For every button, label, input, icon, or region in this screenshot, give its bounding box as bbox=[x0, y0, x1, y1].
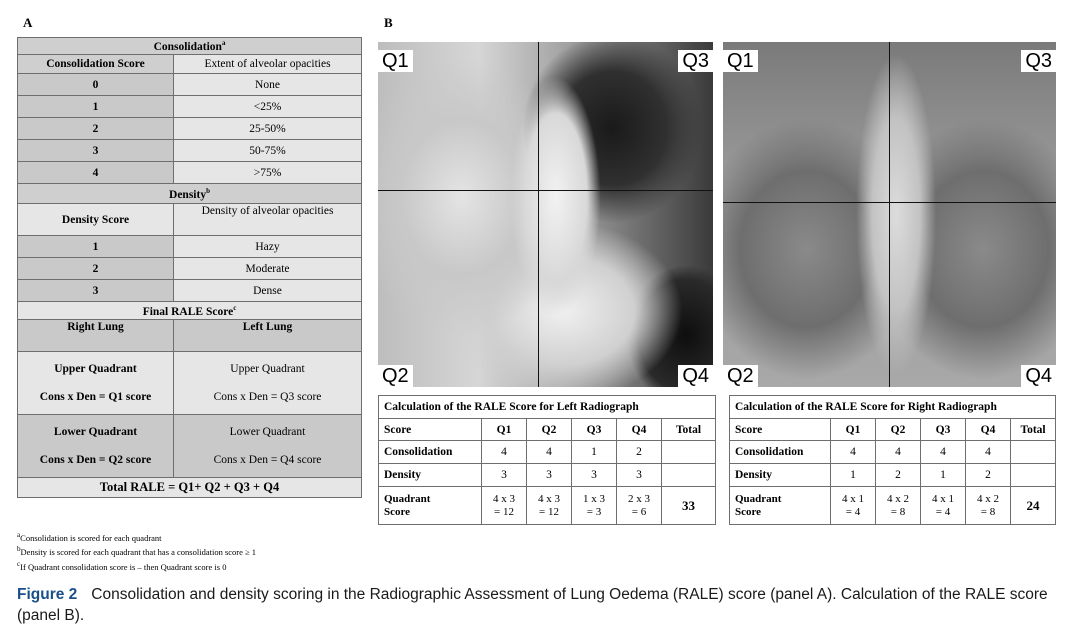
right-q2-label: Q2 bbox=[723, 365, 758, 387]
quadrant-formula: Cons x Den = Q4 score bbox=[213, 454, 322, 466]
consolidation-cell: 4 bbox=[482, 441, 527, 464]
density-cell: 1 bbox=[921, 464, 966, 487]
quadrant-divider-horizontal bbox=[723, 202, 1056, 203]
footnote: $^a$Consolidation is scored for each quadrant bbox=[17, 531, 162, 543]
total-score-cell: 24 bbox=[1011, 487, 1056, 525]
quadrant-formula: Cons x Den = Q3 score bbox=[213, 391, 322, 403]
left-q3-label: Q3 bbox=[678, 50, 713, 72]
quadrant-title: Lower Quadrant bbox=[229, 426, 306, 438]
consolidation-cell: 2 bbox=[617, 441, 662, 464]
quadrant-divider-horizontal bbox=[378, 190, 713, 191]
right-upper-quadrant bbox=[18, 352, 174, 415]
q3-header: Q3 bbox=[921, 419, 966, 441]
cons-extent-cell: 50-75% bbox=[174, 140, 362, 162]
cons-score-cell: 1 bbox=[18, 96, 174, 118]
left-calc-table bbox=[378, 395, 716, 525]
panel-a-label: A bbox=[23, 15, 33, 30]
cons-score-cell: 3 bbox=[18, 140, 174, 162]
cons-extent-cell: None bbox=[174, 74, 362, 96]
left-q2-label: Q2 bbox=[378, 365, 413, 387]
density-cell: 3 bbox=[482, 464, 527, 487]
right-q1-label: Q1 bbox=[723, 50, 758, 72]
consolidation-header: Consolidation$^a$ bbox=[18, 38, 362, 55]
right-q3-label: Q3 bbox=[1021, 50, 1056, 72]
quadrant-formula: Cons x Den = Q1 score bbox=[39, 391, 152, 403]
quadrant-score-cell: 4 x 1 = 4 bbox=[921, 487, 966, 525]
quadrant-score-row-label: Quadrant Score bbox=[379, 487, 482, 525]
right-calc-title: Calculation of the RALE Score for Right Radiograph bbox=[730, 396, 1056, 419]
cons-extent-cell: >75% bbox=[174, 162, 362, 184]
consolidation-cell: 4 bbox=[831, 441, 876, 464]
cons-score-cell: 4 bbox=[18, 162, 174, 184]
quadrant-formula: Cons x Den = Q2 score bbox=[39, 454, 152, 466]
total-header: Total bbox=[662, 419, 716, 441]
right-radiograph bbox=[723, 42, 1056, 387]
cons-extent-cell: <25% bbox=[174, 96, 362, 118]
left-upper-quadrant bbox=[174, 352, 362, 415]
quadrant-title: Upper Quadrant bbox=[54, 363, 137, 375]
consolidation-cell: 4 bbox=[876, 441, 921, 464]
score-header: Score bbox=[379, 419, 482, 441]
q2-header: Q2 bbox=[527, 419, 572, 441]
consolidation-cell: 4 bbox=[527, 441, 572, 464]
consolidation-row-label: Consolidation bbox=[379, 441, 482, 464]
cons-extent-cell: 25-50% bbox=[174, 118, 362, 140]
total-score-cell: 33 bbox=[662, 487, 716, 525]
q1-header: Q1 bbox=[831, 419, 876, 441]
q3-header: Q3 bbox=[572, 419, 617, 441]
density-desc-cell: Moderate bbox=[174, 258, 362, 280]
quadrant-title: Lower Quadrant bbox=[53, 426, 138, 438]
density-desc-cell: Dense bbox=[174, 280, 362, 302]
total-rale-row: Total RALE = Q1+ Q2 + Q3 + Q4 bbox=[18, 478, 362, 498]
consolidation-row-label: Consolidation bbox=[730, 441, 831, 464]
quadrant-divider-vertical bbox=[889, 42, 890, 387]
density-row-label: Density bbox=[379, 464, 482, 487]
quadrant-score-cell: 2 x 3 = 6 bbox=[617, 487, 662, 525]
left-lung-header: Left Lung bbox=[174, 320, 362, 352]
density-cell: 3 bbox=[617, 464, 662, 487]
quadrant-title: Upper Quadrant bbox=[230, 363, 305, 375]
q4-header: Q4 bbox=[966, 419, 1011, 441]
consolidation-cell: 4 bbox=[966, 441, 1011, 464]
total-header: Total bbox=[1011, 419, 1056, 441]
quadrant-score-cell: 4 x 3 = 12 bbox=[482, 487, 527, 525]
figure-caption bbox=[17, 584, 1067, 626]
quadrant-score-cell: 4 x 3 = 12 bbox=[527, 487, 572, 525]
footnote: $^b$Density is scored for each quadrant that has a consolidation score ≥ 1 bbox=[17, 545, 257, 558]
q2-header: Q2 bbox=[876, 419, 921, 441]
q4-header: Q4 bbox=[617, 419, 662, 441]
left-q1-label: Q1 bbox=[378, 50, 413, 72]
density-cell: 3 bbox=[527, 464, 572, 487]
figure-label: Figure 2 bbox=[17, 586, 78, 603]
score-header: Score bbox=[730, 419, 831, 441]
caption-text: Consolidation and density scoring in the Radiographic Assessment of Lung Oedema (RALE) score (panel A). Calculation of the RALE score (panel B). bbox=[17, 586, 1048, 624]
right-q4-label: Q4 bbox=[1021, 365, 1056, 387]
right-lower-quadrant bbox=[18, 415, 174, 478]
final-rale-header: Final RALE Score$^c$ bbox=[18, 302, 362, 320]
quadrant-score-row-label: Quadrant Score bbox=[730, 487, 831, 525]
cons-score-cell: 2 bbox=[18, 118, 174, 140]
density-desc-col-header: Density of alveolar opacities bbox=[174, 204, 362, 236]
quadrant-score-cell: 4 x 2 = 8 bbox=[876, 487, 921, 525]
right-lung-header: Right Lung bbox=[18, 320, 174, 352]
q1-header: Q1 bbox=[482, 419, 527, 441]
consolidation-score-col-header: Consolidation Score bbox=[18, 55, 174, 74]
left-calc-title: Calculation of the RALE Score for Left Radiograph bbox=[379, 396, 716, 419]
footnote: $^c$If Quadrant consolidation score is – then Quadrant score is 0 bbox=[17, 559, 227, 572]
footnotes bbox=[17, 530, 256, 573]
left-lower-quadrant bbox=[174, 415, 362, 478]
empty-cell bbox=[1011, 464, 1056, 487]
density-row-label: Density bbox=[730, 464, 831, 487]
density-cell: 2 bbox=[876, 464, 921, 487]
extent-col-header: Extent of alveolar opacities bbox=[174, 55, 362, 74]
density-header: Density$^b$ bbox=[18, 184, 362, 204]
density-score-cell: 1 bbox=[18, 236, 174, 258]
empty-cell bbox=[662, 441, 716, 464]
quadrant-divider-vertical bbox=[538, 42, 539, 387]
quadrant-score-cell: 4 x 2 = 8 bbox=[966, 487, 1011, 525]
panel-b-label: B bbox=[384, 15, 393, 30]
density-score-cell: 3 bbox=[18, 280, 174, 302]
left-q4-label: Q4 bbox=[678, 365, 713, 387]
density-score-cell: 2 bbox=[18, 258, 174, 280]
left-radiograph bbox=[378, 42, 713, 387]
consolidation-cell: 4 bbox=[921, 441, 966, 464]
empty-cell bbox=[1011, 441, 1056, 464]
density-cell: 1 bbox=[831, 464, 876, 487]
rale-scoring-table bbox=[17, 37, 362, 498]
consolidation-cell: 1 bbox=[572, 441, 617, 464]
quadrant-score-cell: 1 x 3 = 3 bbox=[572, 487, 617, 525]
cons-score-cell: 0 bbox=[18, 74, 174, 96]
quadrant-score-cell: 4 x 1 = 4 bbox=[831, 487, 876, 525]
density-desc-cell: Hazy bbox=[174, 236, 362, 258]
right-calc-table bbox=[729, 395, 1056, 525]
density-cell: 3 bbox=[572, 464, 617, 487]
density-cell: 2 bbox=[966, 464, 1011, 487]
density-score-col-header: Density Score bbox=[18, 204, 174, 236]
empty-cell bbox=[662, 464, 716, 487]
